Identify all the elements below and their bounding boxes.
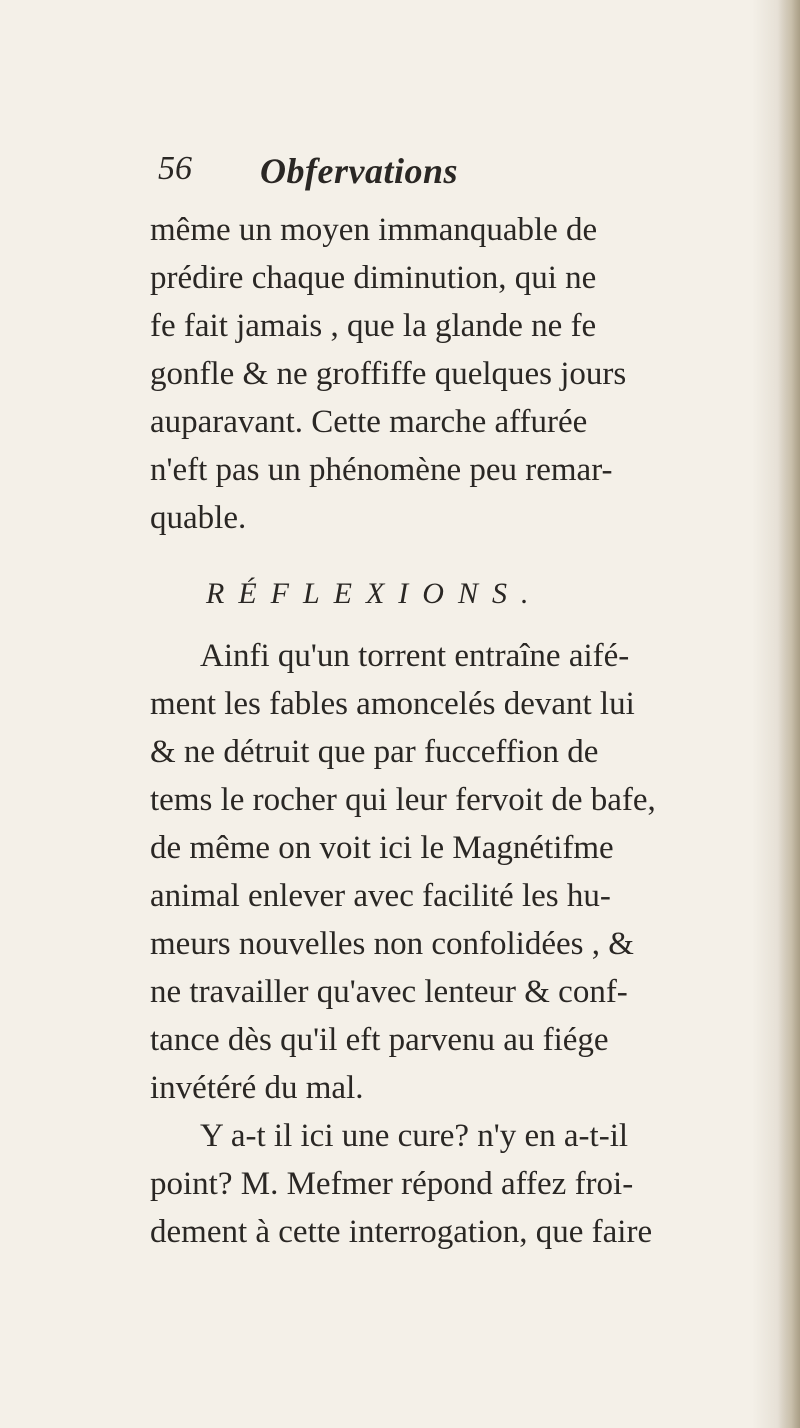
text-line: n'eft pas un phénomène peu remar-: [150, 452, 613, 488]
paragraph-2: [150, 632, 720, 1112]
text-line: invétéré du mal.: [150, 1070, 364, 1106]
text-line: quable.: [150, 500, 247, 536]
page-header: [158, 150, 678, 206]
text-line: animal enlever avec facilité les hu-: [150, 878, 611, 914]
text-line: ment les fables amoncelés devant lui: [150, 686, 635, 722]
text-line: point? M. Mefmer répond affez froi-: [150, 1166, 634, 1202]
page-number: 56: [158, 150, 192, 187]
text-line: auparavant. Cette marche affurée: [150, 404, 588, 440]
paragraph-1: [150, 206, 720, 542]
text-line: dement à cette interrogation, que faire: [150, 1214, 653, 1250]
page-edge-shadow: [778, 0, 800, 1428]
section-heading: RÉFLEXIONS.: [206, 577, 543, 610]
text-line: meurs nouvelles non confolidées , &: [150, 926, 634, 962]
text-line: même un moyen immanquable de: [150, 212, 598, 248]
text-line: prédire chaque diminution, qui ne: [150, 260, 597, 296]
text-line: Y a-t il ici une cure? n'y en a-t-il: [200, 1118, 629, 1154]
text-line: gonfle & ne groffiffe quelques jours: [150, 356, 627, 392]
body-text: [150, 206, 720, 1256]
text-line: & ne détruit que par fucceffion de: [150, 734, 599, 770]
text-line: ne travailler qu'avec lenteur & conf-: [150, 974, 628, 1010]
running-title: Obfervations: [260, 151, 458, 191]
text-line: tance dès qu'il eft parvenu au fiége: [150, 1022, 609, 1058]
text-line: fe fait jamais , que la glande ne fe: [150, 308, 597, 344]
text-line: de même on voit ici le Magnétifme: [150, 830, 614, 866]
text-line: tems le rocher qui leur fervoit de bafe,: [150, 782, 656, 818]
paragraph-3: [150, 1112, 720, 1256]
text-line: Ainfi qu'un torrent entraîne aifé-: [200, 638, 630, 674]
